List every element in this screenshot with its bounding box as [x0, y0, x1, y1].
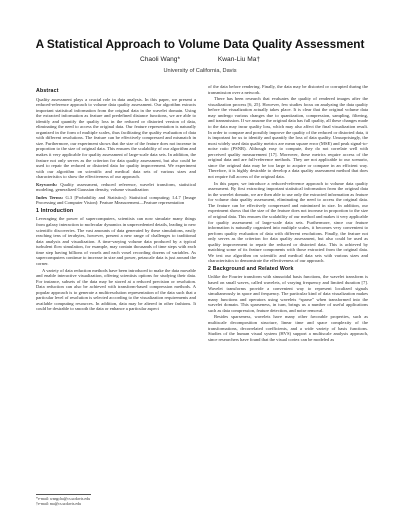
- keywords-text: Quality assessment, reduced reference, wavelet transform, statistical modeling, generalized Gaussian density, volume visualization: [36, 181, 197, 193]
- paper-title: A Statistical Approach to Volume Data Quality Assessment: [35, 37, 365, 51]
- author-list: [0, 56, 400, 63]
- body-paragraph-3: In this paper, we introduce a reduced-reference approach to volume data quality assessment. By first extracting important statistical information from the original data in the wavelet domain, we are then able to use only the extracted information as feature for volume data quality assessment, eliminating the need to access the original data. The feature can be effectively compressed and minimized in size. In addition, our experiment shows that the size of the feature does not increase in proportion to the size of original data. This ensures the scalability of our method and makes it very applicable for quality assessment of large-scale data sets. Furthermore, since our feature information is naturally organized into multiple scales, it becomes very convenient to perform quality evaluation of data with different resolutions. Finally, the feature not only serves as the criterion for data quality assessment, but also could be used as quality improvement to repair the reduced or distorted data. This is achieved by matching some of its feature components with those extracted from the original data. We test our algorithm on scientific and medical data sets with various sizes and characteristics to demonstrate the effectiveness of our approach.: [208, 180, 368, 264]
- index-terms-label: Index Terms:: [36, 194, 64, 200]
- keywords-label: Keywords:: [36, 181, 58, 187]
- body-paragraph-5: Besides sparseness, wavelets have many other favorable properties, such as multiscale decomposition structure, linear time and space complexity of the transformations, decorrelated coefficients, and a wide variety of basis functions. Studies of the human visual system (HVS) support a multiscale analysis approach, since researchers have found that the visual cortex can be modeled as: [208, 314, 368, 342]
- footnote-2: †e-mail: ma@cs.ucdavis.edu: [36, 501, 81, 506]
- abstract-text: Quality assessment plays a crucial role in data analysis. In this paper, we present a reduced-reference approach to volume data quality assessment. Our algorithm extracts important statistical information from the original data in the wavelet domain. Using the extracted information as feature and predefined distance functions, we are able to identify and quantify the quality loss in the reduced or distorted version of data, eliminating the need to access the original data. Our feature representation is naturally organized in the form of multiple scales, thus facilitating the quality evaluation of data with different resolutions. The feature can be effectively compressed and mismatch in size. Furthermore, our experiment shows that the size of the feature does not increase in proportion to the size of original data. This ensures the scalability of our algorithm and makes it very applicable for quality assessment of large-scale data sets. In addition, the feature not only serves as the criterion for data quality assessment, but also could be used to repair the reduced or distorted data for quality improvement. We experiment with our algorithm on scientific and medical data sets of various sizes and characteristics to show the effectiveness of our approach.: [36, 96, 196, 180]
- footnote-1: *e-mail: wangcha@cs.ucdavis.edu: [36, 497, 91, 501]
- body-paragraph-2: There has been research that evaluates the quality of rendered images after the visualization process [6, 25]. However, few studies focus on analyzing the data quality before the visualization actually takes place. It is clear that the original volume data may undergo various changes due to quantization, compression, sampling, filtering, and transmission. If we assume the original data has full quality, all these changes made to the data may incur quality loss, which may also affect the final visualization result. In order to compare and possibly improve the quality of the reduced or distorted data, it is important for us to identify and quantify the loss of data quality. Unsurprisingly, the most widely used data quality metrics are mean square error (MSE) and peak signal-to-noise ratio (PSNR). Although easy to compute, they do not correlate well with perceived quality measurement [17]. Moreover, these metrics require access of the original data and are full-reference methods. They are not applicable to our scenario, since the original data may be too large to acquire or compare in an efficient way. Therefore, it is highly desirable to develop a data quality assessment method that does not require full access of the original data.: [208, 96, 368, 179]
- introduction-heading: 1 Introduction: [36, 207, 74, 214]
- affiliation: University of California, Davis: [163, 68, 237, 74]
- body-paragraph-1: of the data before rendering. Finally, the data may be distorted or corrupted during the transmission over a network.: [208, 84, 368, 95]
- intro-paragraph-2: A variety of data reduction methods have been introduced to make the data movable and enable interactive visualization, offering scientists options for studying their data. For instance, subsets of the data may be stored at a reduced precision or resolution. Data reduction can also be achieved with transform-based compression methods. A popular approach is to generate a multiresolution representation of the data such that a particular level of resolution is selected according to the visualization requirements and available computing resources. In addition, data may be altered in other fashions. It could be desirable to smooth the data or enhance a particular aspect: [36, 267, 196, 312]
- keywords-paragraph: [36, 182, 196, 193]
- left-column: [36, 86, 196, 313]
- index-terms-text: G.3 [Probability and Statistics]: Statistical computing; I.4.7 [Image Processing and Computer Vision]: Feature Measurement—Feature representation: [36, 194, 196, 206]
- footnote-rule: [36, 494, 91, 495]
- intro-paragraph-1: Leveraging the power of supercomputers, scientists can now simulate many things from galaxy interaction to molecular dynamics in unprecedented details, leading to new scientific discoveries. The vast amounts of data generated by these simulations, easily reaching tens of terabytes, however, present a new range of challenges to traditional data analysis and visualization. A time-varying volume data produced by a typical turbulent flow simulation, for example, may contain thousands of time steps with each time step having billions of voxels and each voxel recording dozens of variables. As supercomputers continue to increase in size and power, petascale data is just around the corner.: [36, 216, 196, 266]
- index-terms-paragraph: [36, 195, 196, 206]
- author-1: Chaoli Wang*: [139, 56, 181, 63]
- author-2: Kwan-Liu Ma†: [217, 56, 261, 63]
- right-column: [208, 84, 368, 343]
- body-paragraph-4: Unlike the Fourier transform with sinusoidal basis functions, the wavelet transform is based on small waves, called wavelets, of varying frequency and limited duration [7]. Wavelet transforms provide a convenient way to represent localized signals simultaneously in space and frequency. The particular kind of data visualization makes many functions and operators using wavelets “sparse” when transformed into the wavelet domain. This sparseness, in turn, brings us a number of useful applications such as data compression, feature detection, and noise removal.: [208, 274, 368, 313]
- background-heading: 2 Background and Related Work: [208, 265, 294, 272]
- footnotes: [36, 494, 196, 507]
- abstract-heading: Abstract: [36, 88, 59, 94]
